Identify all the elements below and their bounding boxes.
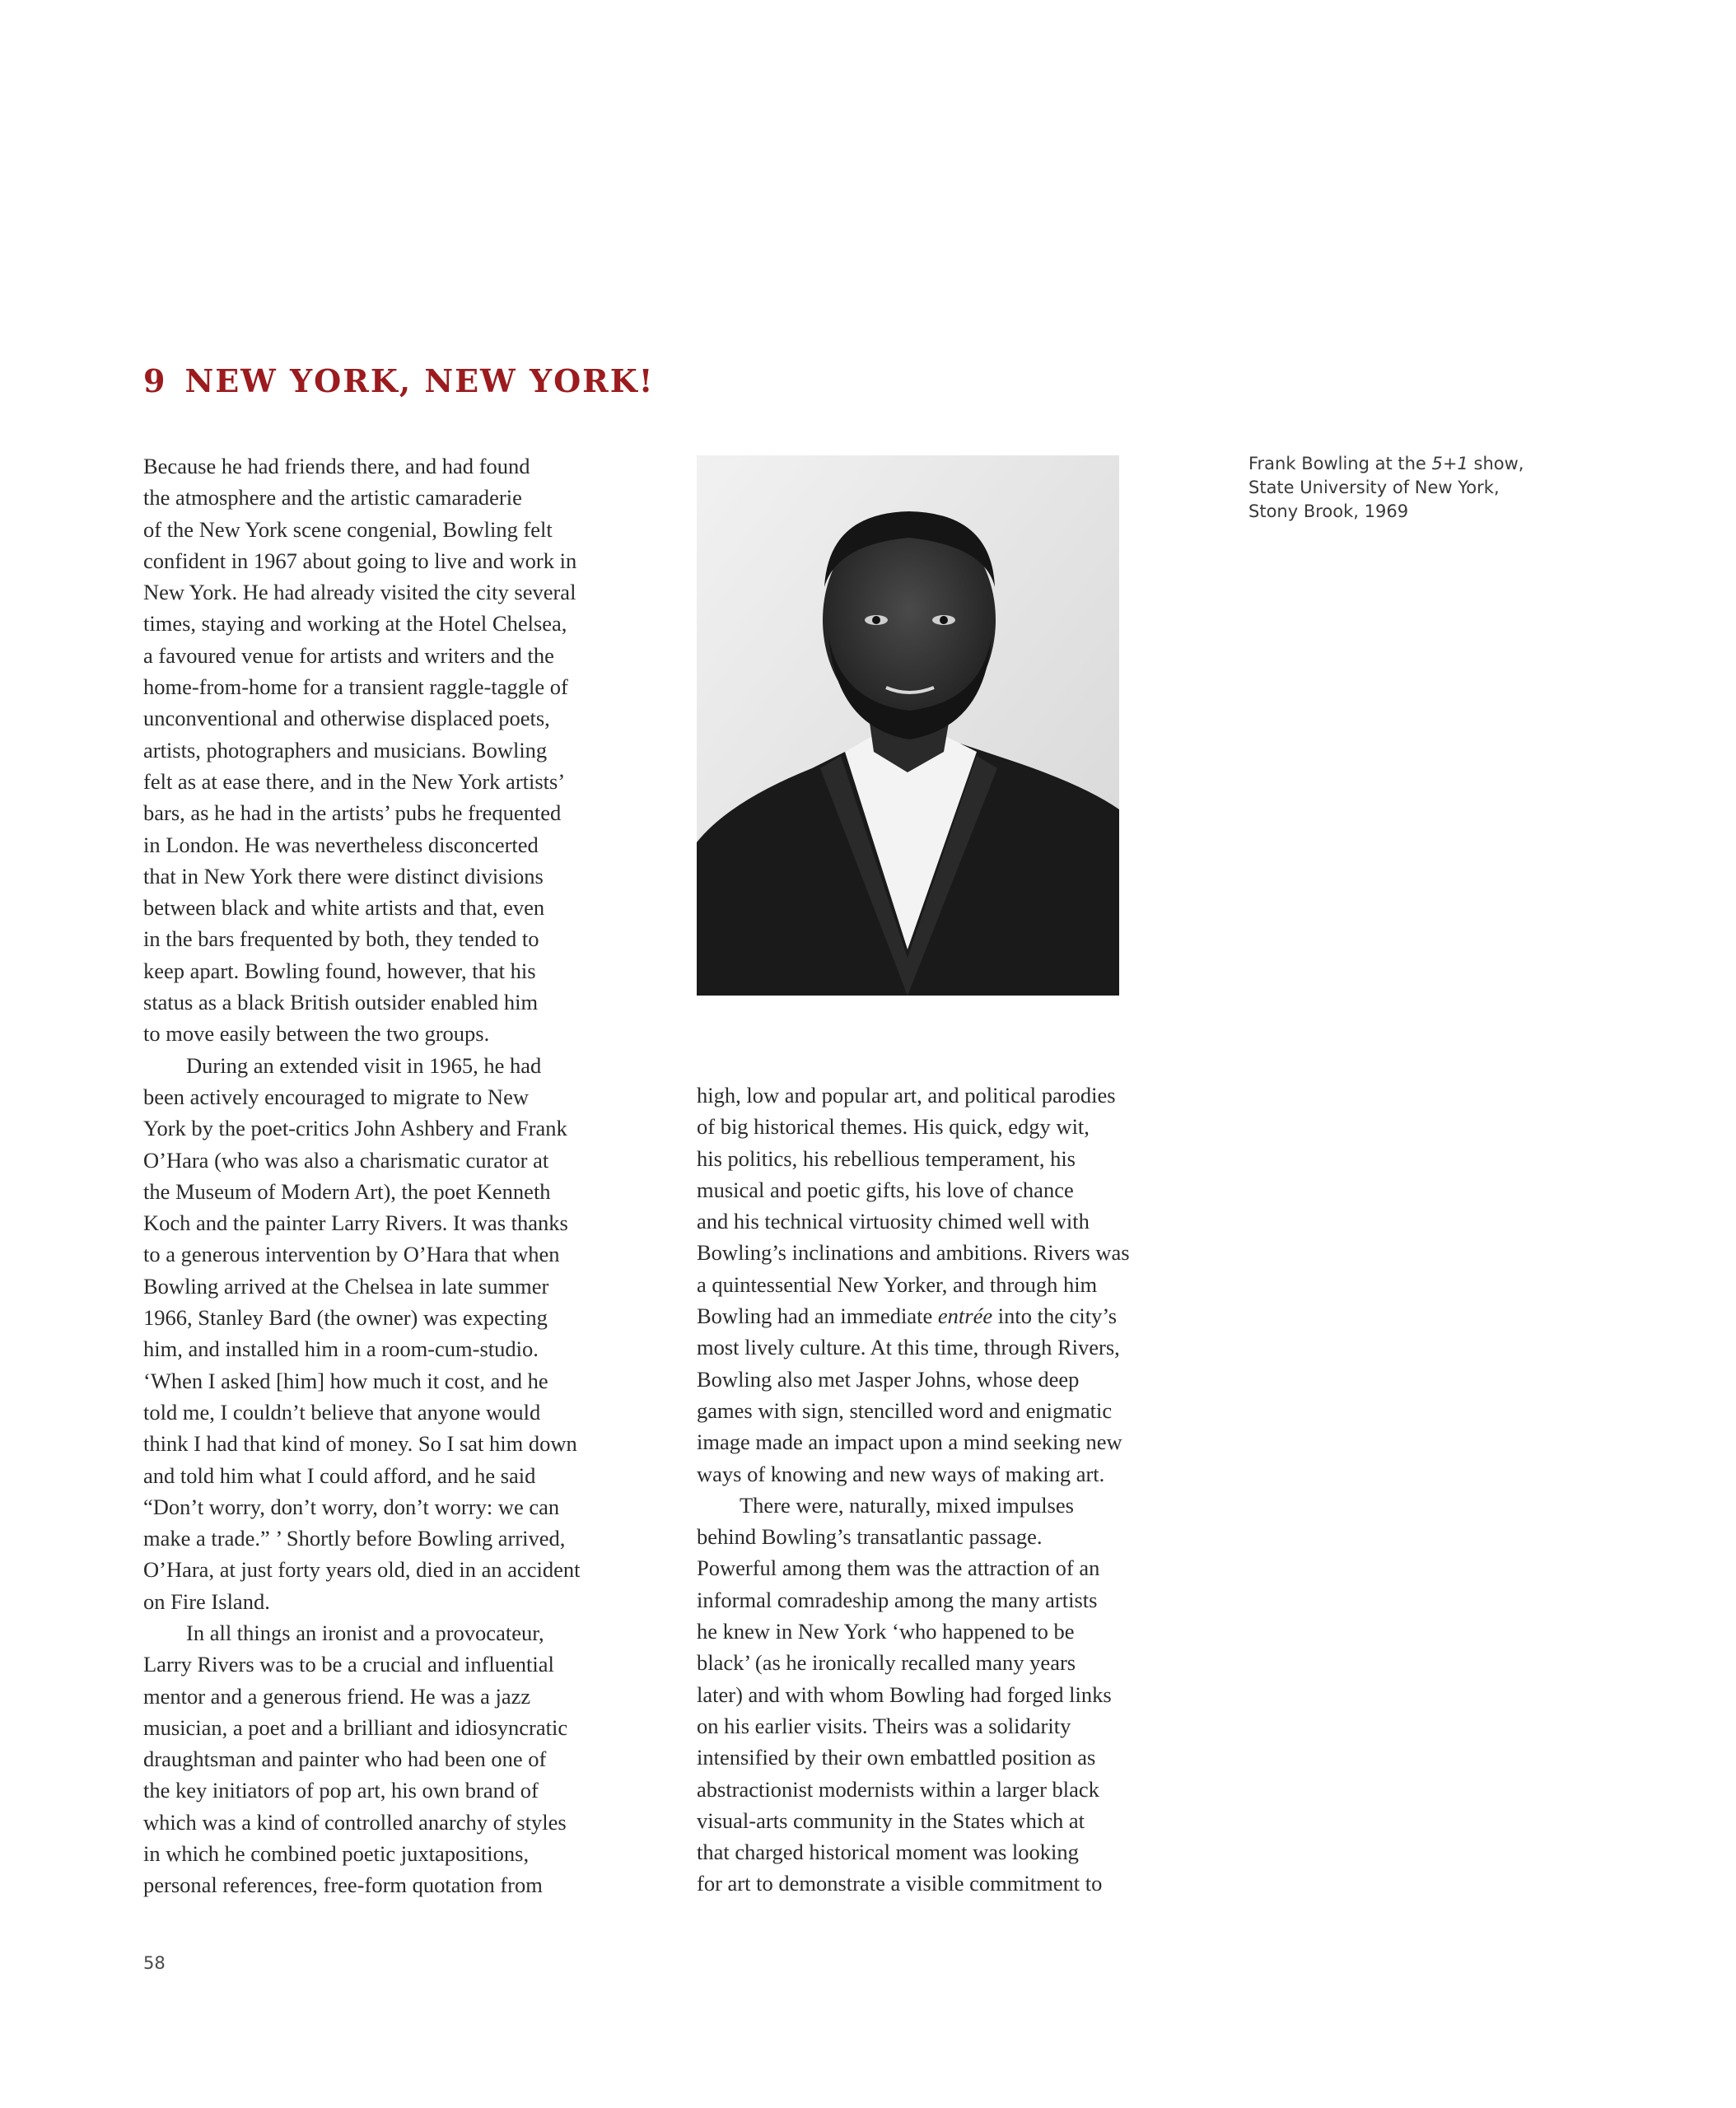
text-line: visual-arts community in the States which at	[697, 1807, 1085, 1833]
text-line: make a trade.” ’ Shortly before Bowling arrived,	[143, 1526, 566, 1551]
text-line: abstractionist modernists within a larger black	[697, 1776, 1099, 1802]
text-line: most lively culture. At this time, through Rivers,	[697, 1335, 1120, 1360]
text-line: a favoured venue for artists and writers and the	[143, 642, 554, 668]
text-line: times, staying and working at the Hotel Chelsea,	[143, 611, 567, 637]
chapter-number: 9	[143, 362, 167, 399]
text-line: image made an impact upon a mind seeking new	[697, 1429, 1122, 1455]
text-line: of the New York scene congenial, Bowling felt	[143, 516, 553, 542]
text-line: York by the poet-critics John Ashbery and Frank	[143, 1116, 567, 1141]
text-line: There were, naturally, mixed impulses	[740, 1492, 1074, 1518]
text-line: that charged historical moment was looking	[697, 1840, 1079, 1865]
text-line: Larry Rivers was to be a crucial and influential	[143, 1652, 554, 1677]
body-column-right	[697, 1080, 1224, 1900]
text-line: to move easily between the two groups.	[143, 1021, 490, 1047]
text-line: Bowling’s inclinations and ambitions. Rivers was	[697, 1240, 1130, 1266]
text-line: on his earlier visits. Theirs was a solidarity	[697, 1713, 1071, 1738]
text-line: to a generous intervention by O’Hara that when	[143, 1242, 560, 1267]
text-line: in London. He was nevertheless disconcerted	[143, 832, 539, 857]
portrait-photo	[697, 455, 1119, 996]
text-line: that in New York there were distinct divisions	[143, 863, 544, 888]
text-line: the Museum of Modern Art), the poet Kenneth	[143, 1178, 551, 1204]
photo-caption: Frank Bowling at the 5+1 show, State University of New York, Stony Brook, 1969	[1248, 454, 1524, 521]
text-line: New York. He had already visited the city several	[143, 580, 576, 605]
text-line: between black and white artists and that, even	[143, 895, 545, 921]
text-line: black’ (as he ironically recalled many years	[697, 1650, 1076, 1676]
text-line: the atmosphere and the artistic camaraderie	[143, 485, 522, 511]
text-line: the key initiators of pop art, his own brand of	[143, 1778, 539, 1803]
text-line: keep apart. Bowling found, however, that his	[143, 958, 536, 983]
text-line: O’Hara, at just forty years old, died in an accident	[143, 1557, 581, 1583]
text-line: his politics, his rebellious temperament, his	[697, 1145, 1076, 1171]
text-line: on Fire Island.	[143, 1588, 270, 1614]
text-line: and told him what I could afford, and he said	[143, 1462, 536, 1488]
text-line: of big historical themes. His quick, edgy wit,	[697, 1114, 1090, 1140]
text-line: intensified by their own embattled position as	[697, 1745, 1096, 1770]
text-line: confident in 1967 about going to live and work in	[143, 548, 577, 573]
text-line: him, and installed him in a room-cum-studio.	[143, 1336, 539, 1362]
text-line: musical and poetic gifts, his love of chance	[697, 1177, 1074, 1202]
text-line: been actively encouraged to migrate to New	[143, 1084, 529, 1109]
text-line: home-from-home for a transient raggle-taggle of	[143, 674, 568, 700]
page-number: 58	[143, 1953, 166, 1973]
text-line: Bowling arrived at the Chelsea in late summer	[143, 1273, 549, 1299]
text-line: Bowling also met Jasper Johns, whose deep	[697, 1366, 1080, 1392]
text-line: informal comradeship among the many artists	[697, 1587, 1098, 1612]
chapter-heading	[143, 362, 654, 399]
text-line: told me, I couldn’t believe that anyone would	[143, 1399, 541, 1425]
text-line: musician, a poet and a brilliant and idiosyncratic	[143, 1714, 568, 1740]
text-line: which was a kind of controlled anarchy of styles	[143, 1809, 567, 1835]
text-line: in the bars frequented by both, they tended to	[143, 926, 539, 952]
text-line: status as a black British outsider enabled him	[143, 990, 539, 1015]
text-line: O’Hara (who was also a charismatic curator at	[143, 1147, 549, 1173]
text-line: high, low and popular art, and political parodies	[697, 1083, 1116, 1108]
text-line: bars, as he had in the artists’ pubs he frequented	[143, 800, 562, 826]
text-line: artists, photographers and musicians. Bowling	[143, 737, 548, 763]
text-line: “Don’t worry, don’t worry, don’t worry: we can	[143, 1494, 560, 1519]
text-line: Bowling had an immediate entrée into the city’s	[697, 1304, 1118, 1329]
body-column-left	[143, 450, 670, 1901]
text-line: ‘When I asked [him] how much it cost, and he	[143, 1368, 548, 1393]
text-line: for art to demonstrate a visible commitment to	[697, 1871, 1103, 1896]
text-line: felt as at ease there, and in the New York artists’	[143, 768, 566, 794]
caption-show-title: 5+1	[1431, 454, 1468, 473]
text-line: draughtsman and painter who had been one of	[143, 1747, 547, 1772]
text-line: ways of knowing and new ways of making art.	[697, 1461, 1105, 1486]
text-line: and his technical virtuosity chimed well with	[697, 1209, 1090, 1234]
text-line: in which he combined poetic juxtapositions,	[143, 1841, 530, 1867]
chapter-title: NEW YORK, NEW YORK!	[184, 362, 655, 399]
text-line: mentor and a generous friend. He was a jazz	[143, 1683, 531, 1709]
text-line: he knew in New York ‘who happened to be	[697, 1619, 1075, 1644]
text-line: games with sign, stencilled word and enigmatic	[697, 1397, 1113, 1423]
text-line: personal references, free-form quotation from	[143, 1872, 543, 1898]
text-line: Because he had friends there, and had found	[143, 454, 530, 478]
text-line: 1966, Stanley Bard (the owner) was expecting	[143, 1305, 548, 1331]
text-line: During an extended visit in 1965, he had	[186, 1052, 542, 1078]
text-line: a quintessential New Yorker, and through him	[697, 1271, 1098, 1297]
text-line: Koch and the painter Larry Rivers. It was thanks	[143, 1210, 568, 1236]
text-line: unconventional and otherwise displaced poets,	[143, 706, 550, 731]
text-line: In all things an ironist and a provocateur,	[186, 1620, 544, 1645]
text-line: later) and with whom Bowling had forged links	[697, 1681, 1112, 1707]
text-line: Powerful among them was the attraction of an	[697, 1555, 1100, 1581]
text-line: think I had that kind of money. So I sat him down	[143, 1431, 577, 1457]
text-line: behind Bowling’s transatlantic passage.	[697, 1524, 1043, 1550]
